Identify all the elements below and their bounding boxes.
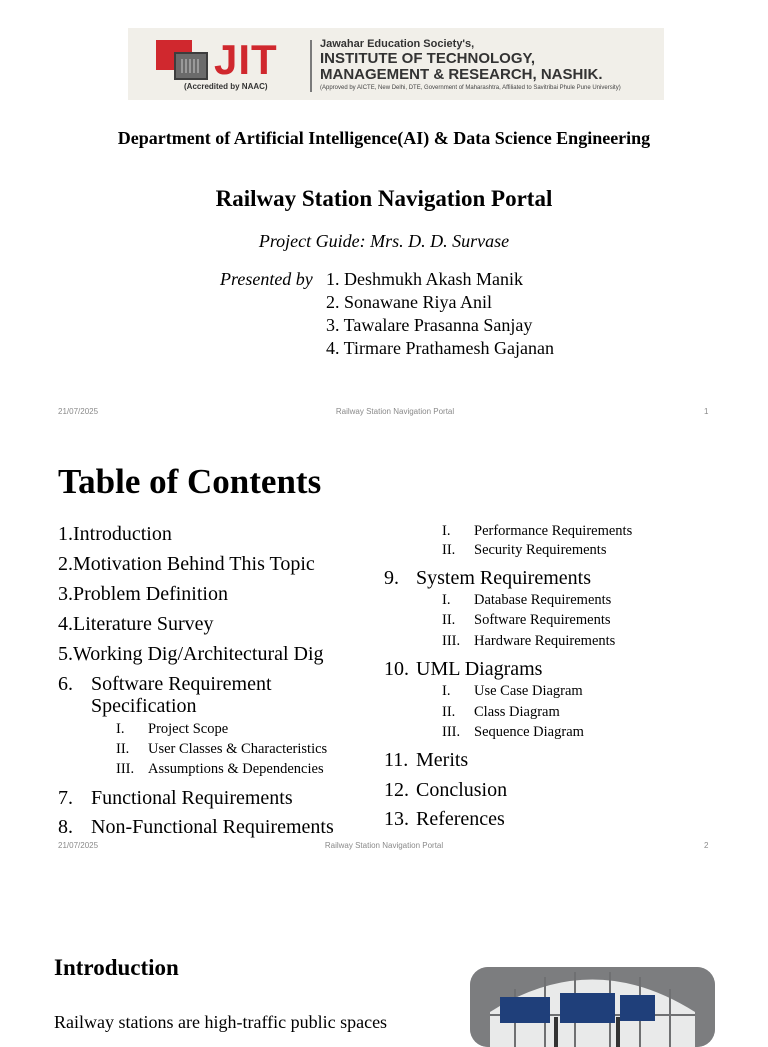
toc-item: 2.Motivation Behind This Topic bbox=[58, 553, 315, 575]
toc-subitem-number: I. bbox=[116, 721, 125, 737]
toc-item: Functional Requirements bbox=[91, 787, 293, 809]
toc-item: 1.Introduction bbox=[58, 523, 172, 545]
toc-subitem-number: III. bbox=[442, 724, 461, 740]
toc-item-number: 9. bbox=[384, 567, 399, 589]
toc-subitem-number: I. bbox=[442, 523, 451, 539]
toc-item: Software Requirement bbox=[91, 673, 272, 695]
toc-item: Conclusion bbox=[416, 779, 508, 801]
toc-subitem-number: II. bbox=[442, 612, 456, 628]
toc-item: 3.Problem Definition bbox=[58, 583, 228, 605]
presenter-name: 3. Tawalare Prasanna Sanjay bbox=[326, 315, 533, 335]
toc-item: System Requirements bbox=[416, 567, 591, 589]
toc-item: UML Diagrams bbox=[416, 658, 543, 680]
toc-subitem: Project Scope bbox=[148, 721, 229, 737]
toc-item-number: 8. bbox=[58, 816, 73, 838]
toc-subitem: Sequence Diagram bbox=[474, 724, 584, 740]
toc-item-number: 13. bbox=[384, 808, 409, 830]
department-name: Department of Artificial Intelligence(AI) & Data Science Engineering bbox=[117, 128, 651, 148]
toc-subitem-number: I. bbox=[442, 683, 451, 699]
logo-brand-text: JIT bbox=[214, 36, 278, 83]
chip-icon bbox=[174, 52, 208, 80]
toc-subitem: Security Requirements bbox=[474, 542, 607, 558]
toc-item: 4.Literature Survey bbox=[58, 613, 214, 635]
toc-subitem: Database Requirements bbox=[474, 592, 612, 608]
toc-subitem: Hardware Requirements bbox=[474, 633, 616, 649]
presenter-name: 2. Sonawane Riya Anil bbox=[326, 292, 492, 312]
toc-item: Specification bbox=[91, 695, 197, 717]
toc-subitem: User Classes & Characteristics bbox=[148, 741, 328, 757]
logo-society: Jawahar Education Society's, bbox=[320, 38, 475, 50]
station-photo-illustration bbox=[470, 967, 715, 1047]
toc-subitem-number: II. bbox=[442, 542, 456, 558]
toc-item: 5.Working Dig/Architectural Dig bbox=[58, 643, 324, 665]
slide-body-text: Railway stations are high-traffic public spaces bbox=[54, 1012, 388, 1032]
slide-footer-title: Railway Station Navigation Portal bbox=[324, 841, 444, 850]
logo-divider bbox=[310, 40, 312, 92]
toc-subitem-number: I. bbox=[442, 592, 451, 608]
logo-institute-line2: MANAGEMENT & RESEARCH, NASHIK. bbox=[320, 66, 603, 83]
slide-footer-page-number: 2 bbox=[704, 841, 709, 850]
slide-footer-page-number: 1 bbox=[704, 407, 709, 416]
presented-by-label: Presented by bbox=[220, 269, 313, 289]
presenter-name: 1. Deshmukh Akash Manik bbox=[326, 269, 523, 289]
station-photo bbox=[470, 967, 715, 1047]
toc-item-number: 10. bbox=[384, 658, 409, 680]
logo-approval: (Approved by AICTE, New Delhi, DTE, Government of Maharashtra, Affiliated to Savitribai Phule Pune University) bbox=[320, 85, 621, 91]
toc-item: Non-Functional Requirements bbox=[91, 816, 334, 838]
logo-accreditation: (Accredited by NAAC) bbox=[184, 82, 268, 91]
toc-subitem-number: II. bbox=[442, 704, 456, 720]
toc-item-number: 7. bbox=[58, 787, 73, 809]
slide-title: Introduction bbox=[54, 955, 179, 980]
project-title: Railway Station Navigation Portal bbox=[215, 186, 553, 211]
toc-item-number: 12. bbox=[384, 779, 409, 801]
toc-subitem-number: III. bbox=[116, 761, 135, 777]
slide-footer-title: Railway Station Navigation Portal bbox=[335, 407, 455, 416]
toc-title: Table of Contents bbox=[58, 462, 322, 501]
toc-item: Merits bbox=[416, 749, 469, 771]
toc-item-number: 6. bbox=[58, 673, 73, 695]
slide-footer-date: 21/07/2025 bbox=[58, 407, 99, 416]
toc-subitem-number: II. bbox=[116, 741, 130, 757]
project-guide: Project Guide: Mrs. D. D. Survase bbox=[258, 231, 510, 251]
toc-subitem: Software Requirements bbox=[474, 612, 611, 628]
toc-item-number: 11. bbox=[384, 749, 409, 771]
toc-subitem: Performance Requirements bbox=[474, 523, 633, 539]
slide-footer-date: 21/07/2025 bbox=[58, 841, 99, 850]
toc-subitem: Assumptions & Dependencies bbox=[148, 761, 324, 777]
toc-item: References bbox=[416, 808, 505, 830]
presenter-name: 4. Tirmare Prathamesh Gajanan bbox=[326, 338, 554, 358]
toc-subitem: Class Diagram bbox=[474, 704, 560, 720]
toc-subitem: Use Case Diagram bbox=[474, 683, 583, 699]
logo-institute-line1: INSTITUTE OF TECHNOLOGY, bbox=[320, 50, 536, 67]
toc-subitem-number: III. bbox=[442, 633, 461, 649]
